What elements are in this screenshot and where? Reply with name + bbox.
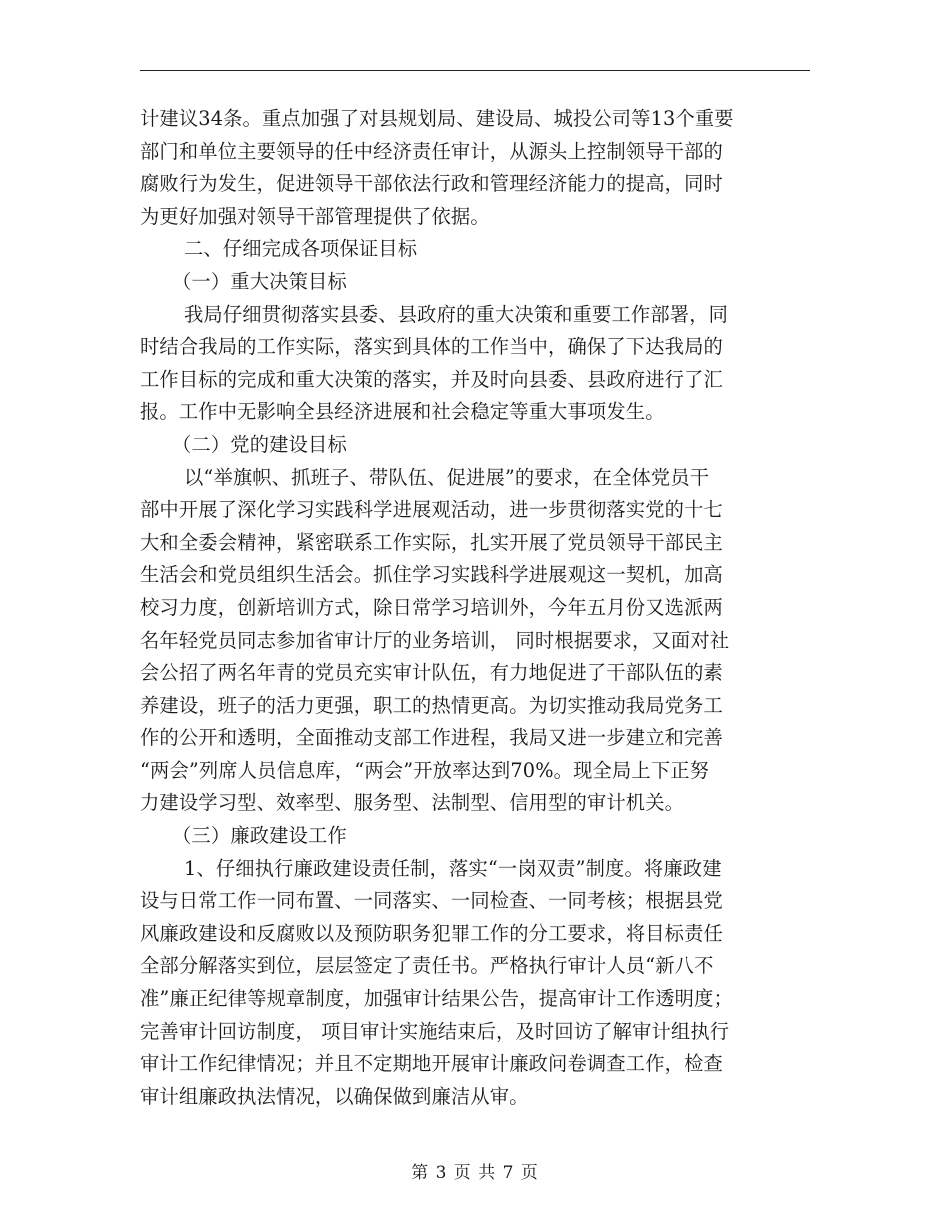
text-line: 为更好加强对领导干部管理提供了依据。	[140, 204, 490, 228]
text-line: 以“举旗帜、抓班子、带队伍、促进展”的要求，在全体党员干	[184, 465, 710, 489]
page-number-footer: 第 3 页 共 7 页	[411, 1163, 539, 1183]
subsection-heading: （二）党的建设目标	[172, 432, 347, 456]
text-line: 作的公开和透明，全面推动支部工作进程，我局又进一步建立和完善	[140, 726, 723, 750]
text-line: 设与日常工作一同布置、一同落实、一同检查、一同考核；根据县党	[140, 889, 723, 913]
subsection-heading: （一）重大决策目标	[172, 269, 347, 293]
text-line: 时结合我局的工作实际，落实到具体的工作当中，确保了下达我局的	[140, 335, 723, 359]
text-line: “两会”列席人员信息库，“两会”开放率达到70%。现全局上下正努	[140, 758, 710, 782]
text-line: 1、仔细执行廉政建设责任制，落实“一岗双责”制度。将廉政建	[184, 856, 722, 880]
subsection-heading: （三）廉政建设工作	[172, 824, 347, 848]
text-line: 我局仔细贯彻落实县委、县政府的重大决策和重要工作部署，同	[184, 302, 729, 326]
document-body	[140, 103, 812, 1113]
header-rule	[140, 70, 810, 71]
text-line: 审计组廉政执法情况，以确保做到廉洁从审。	[140, 1084, 529, 1108]
text-line: 工作目标的完成和重大决策的落实，并及时向县委、县政府进行了汇	[140, 367, 723, 391]
text-line: 校习力度，创新培训方式，除日常学习培训外，今年五月份又选派两	[140, 595, 723, 619]
text-line: 养建设，班子的活力更强，职工的热情更高。为切实推动我局党务工	[140, 693, 723, 717]
text-line: 审计工作纪律情况；并且不定期地开展审计廉政问卷调查工作，检查	[140, 1052, 723, 1076]
text-line: 部门和单位主要领导的任中经济责任审计，从源头上控制领导干部的	[140, 139, 723, 163]
text-line: 计建议34条。重点加强了对县规划局、建设局、城投公司等13个重要	[140, 107, 734, 130]
text-line: 生活会和党员组织生活会。抓住学习实践科学进展观这一契机，加高	[140, 563, 723, 587]
text-line: 力建设学习型、效率型、服务型、法制型、信用型的审计机关。	[140, 791, 685, 815]
text-line: 完善审计回访制度， 项目审计实施结束后，及时回访了解审计组执行	[140, 1019, 730, 1043]
text-line: 腐败行为发生，促进领导干部依法行政和管理经济能力的提高，同时	[140, 172, 723, 196]
section-heading: 二、仔细完成各项保证目标	[184, 237, 418, 261]
text-line: 报。工作中无影响全县经济进展和社会稳定等重大事项发生。	[140, 400, 665, 424]
text-line: 会公招了两名年青的党员充实审计队伍，有力地促进了干部队伍的素	[140, 661, 723, 685]
text-line: 名年轻党员同志参加省审计厅的业务培训， 同时根据要求，又面对社	[140, 628, 730, 652]
text-line: 准”廉正纪律等规章制度，加强审计结果公告，提高审计工作透明度；	[140, 987, 733, 1011]
text-line: 部中开展了深化学习实践科学进展观活动，进一步贯彻落实党的十七	[140, 498, 723, 522]
text-line: 风廉政建设和反腐败以及预防职务犯罪工作的分工要求，将目标责任	[140, 921, 723, 945]
text-line: 全部分解落实到位，层层签定了责任书。严格执行审计人员“新八不	[140, 954, 714, 978]
text-line: 大和全委会精神，紧密联系工作实际，扎实开展了党员领导干部民主	[140, 530, 723, 554]
